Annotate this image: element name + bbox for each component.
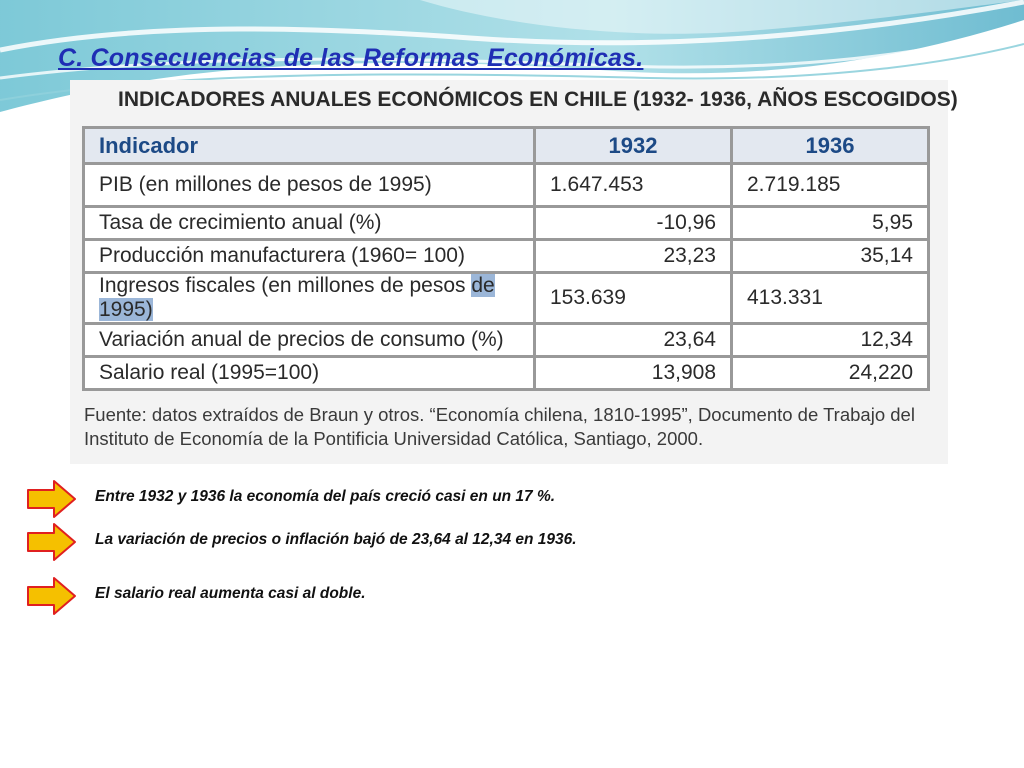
row-label: Variación anual de precios de consumo (%) [85,325,533,355]
row-label: PIB (en millones de pesos de 1995) [85,165,533,205]
table-row [85,165,927,205]
arrow-right-icon [26,575,78,617]
bullet-text: Entre 1932 y 1936 la economía del país creció casi en un 17 %. [95,488,556,505]
value-1936: 12,34 [733,325,927,355]
row-label-main: Ingresos fiscales (en millones de pesos [99,274,472,297]
value-1936: 5,95 [733,208,927,238]
value-1936: 2.719.185 [733,165,927,205]
arrow-right-icon [26,521,78,563]
row-label-highlight: de 1995) [99,274,495,321]
table-row [85,325,927,355]
column-header-1932: 1932 [536,129,730,162]
value-1932: 13,908 [536,358,730,388]
bullet-text: La variación de precios o inflación bajó de 23,64 al 12,34 en 1936. [95,531,577,548]
row-label: Salario real (1995=100) [85,358,533,388]
value-1932: 1.647.453 [536,165,730,205]
table-row [85,274,927,322]
table-row [85,241,927,271]
bullet-item [26,521,926,561]
table-row [85,208,927,238]
row-label [85,274,533,322]
bullet-item [26,575,926,615]
indicators-table [82,126,930,391]
value-1936: 24,220 [733,358,927,388]
bullet-text: El salario real aumenta casi al doble. [95,585,366,602]
row-label: Tasa de crecimiento anual (%) [85,208,533,238]
value-1932: 153.639 [536,274,730,322]
value-1936: 413.331 [733,274,927,322]
slide-title: C. Consecuencias de las Reformas Económicas. [58,44,644,72]
column-header-1936: 1936 [733,129,927,162]
table-row [85,358,927,388]
bullet-item [26,478,926,518]
indicators-table-figure [70,80,958,464]
source-citation: Fuente: datos extraídos de Braun y otros. “Economía chilena, 1810-1995”, Documento de Trabajo del Instituto de Economía de la Pontificia Universidad Católica, Santiago, 2000. [84,404,915,449]
column-header-indicador: Indicador [85,129,533,162]
value-1932: -10,96 [536,208,730,238]
table-header-row [85,129,927,162]
value-1932: 23,64 [536,325,730,355]
value-1936: 35,14 [733,241,927,271]
value-1932: 23,23 [536,241,730,271]
arrow-right-icon [26,478,78,520]
figure-heading: INDICADORES ANUALES ECONÓMICOS EN CHILE (1932- 1936, AÑOS ESCOGIDOS) [118,88,958,111]
row-label: Producción manufacturera (1960= 100) [85,241,533,271]
